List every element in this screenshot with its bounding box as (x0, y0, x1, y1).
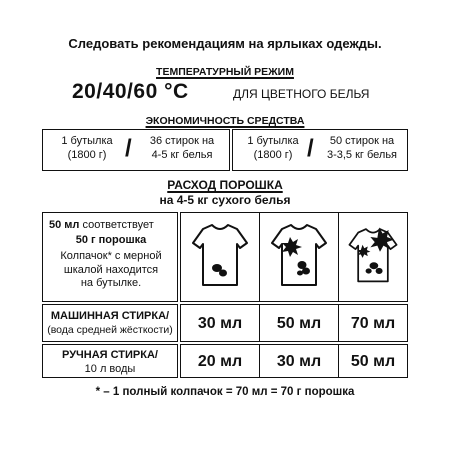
economy-right-washes: 50 стирок на 3-3,5 кг белья (326, 135, 398, 161)
economy-right-bottle: 1 бутылка (1800 г) (247, 135, 299, 161)
dosage-info-cell (42, 212, 178, 302)
dosage-heading: РАСХОД ПОРОШКА (167, 178, 283, 192)
hand-wash-label-cell (42, 344, 178, 378)
temperature-note: ДЛЯ ЦВЕТНОГО БЕЛЬЯ (233, 87, 370, 101)
economy-left-box (42, 129, 230, 171)
hand-wash-heavy-cell (338, 344, 408, 378)
tshirt-heavy-soil-icon (339, 213, 407, 301)
hand-wash-label: РУЧНАЯ СТИРКА/ (62, 349, 158, 361)
dosage-info-cap-note: Колпачок* с мерной шкалой находится на бутылке. (60, 250, 162, 289)
dosage-subheading: на 4-5 кг сухого белья (159, 193, 291, 207)
heavy-soil-cell (338, 212, 408, 302)
economy-right-box (232, 129, 408, 171)
light-soil-cell (180, 212, 260, 302)
medium-soil-cell (259, 212, 339, 302)
economy-heading: ЭКОНОМИЧНОСТЬ СРЕДСТВА (145, 115, 305, 127)
dose-value: 30 мл (197, 315, 243, 332)
machine-wash-label: МАШИННАЯ СТИРКА/ (50, 310, 170, 322)
hand-wash-medium-cell (259, 344, 339, 378)
dosage-info-grams: 50 г порошка (75, 234, 147, 246)
intro-text: Следовать рекомендациям на ярлыках одежды. (68, 36, 382, 51)
tshirt-medium-soil-icon (260, 213, 338, 301)
dose-value: 70 мл (350, 315, 396, 332)
temperature-value: 20/40/60 °C (72, 80, 189, 103)
temperature-heading: ТЕМПЕРАТУРНЫЙ РЕЖИМ (156, 66, 294, 78)
machine-wash-heavy-cell (338, 304, 408, 342)
machine-wash-medium-cell (259, 304, 339, 342)
dose-value: 50 мл (276, 315, 322, 332)
dose-value: 50 мл (350, 353, 396, 370)
dosage-info-line: 50 мл соответствует (49, 219, 154, 231)
machine-wash-water-note: (вода средней жёсткости) (47, 324, 173, 336)
hand-wash-water-note: 10 л воды (84, 363, 136, 375)
machine-wash-light-cell (180, 304, 260, 342)
dose-value: 30 мл (276, 353, 322, 370)
tshirt-light-soil-icon (181, 213, 259, 301)
economy-left-washes: 36 стирок на 4-5 кг белья (149, 135, 215, 161)
slash-icon: / (125, 135, 132, 162)
slash-icon: / (307, 135, 314, 162)
economy-left-bottle: 1 бутылка (1800 г) (61, 135, 113, 161)
hand-wash-light-cell (180, 344, 260, 378)
footnote: * – 1 полный колпачок = 70 мл = 70 г порошка (95, 386, 355, 398)
dose-value: 20 мл (197, 353, 243, 370)
machine-wash-label-cell (42, 304, 178, 342)
